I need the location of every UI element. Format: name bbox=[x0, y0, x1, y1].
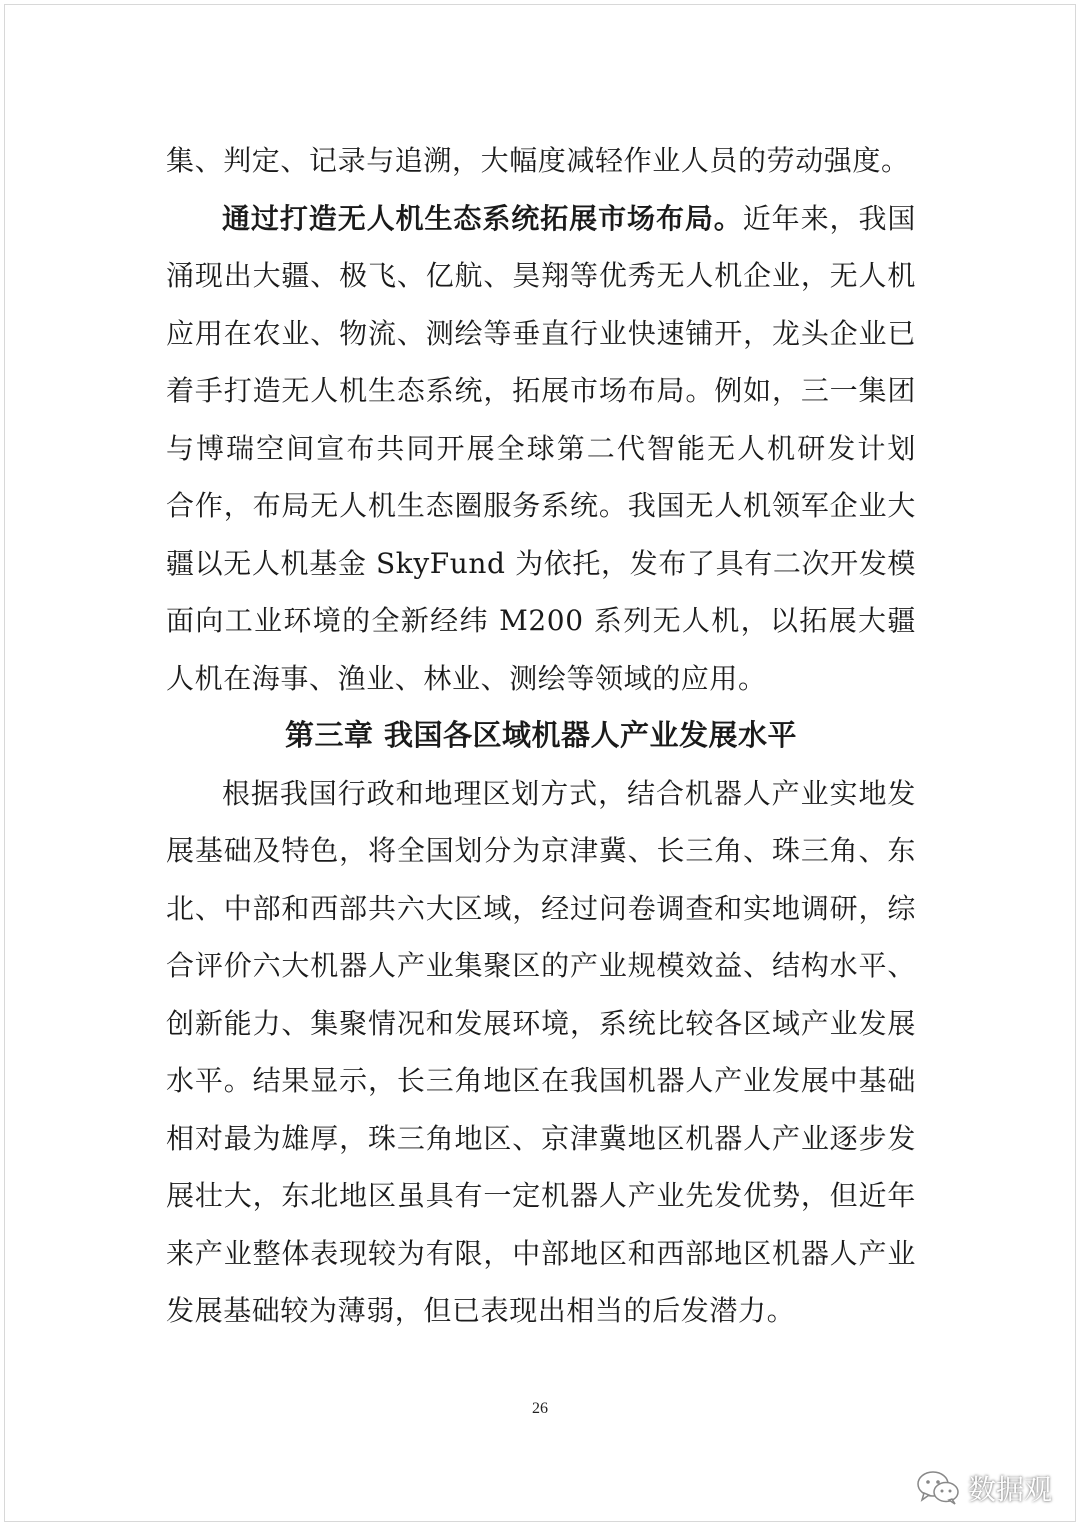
text-line: 着手打造无人机生态系统，拓展市场布局。例如，三一集团 bbox=[166, 374, 916, 407]
chapter-heading: 第三章 我国各区域机器人产业发展水平 bbox=[284, 718, 798, 752]
wechat-icon bbox=[916, 1470, 960, 1506]
text-line: 面向工业环境的全新经纬 M200 系列无人机，以拓展大疆 bbox=[166, 604, 916, 637]
text-line: 与博瑞空间宣布共同开展全球第二代智能无人机研发计划 bbox=[166, 431, 916, 465]
text-line: 展基础及特色，将全国划分为京津冀、长三角、珠三角、东 bbox=[166, 834, 916, 867]
text-line: 人机在海事、渔业、林业、测绘等领域的应用。 bbox=[166, 661, 767, 695]
document-body bbox=[166, 132, 916, 1340]
text-line: 合评价六大机器人产业集聚区的产业规模效益、结构水平、 bbox=[166, 949, 916, 982]
text-line: 创新能力、集聚情况和发展环境，系统比较各区域产业发展 bbox=[166, 1006, 916, 1040]
text-line: 涌现出大疆、极飞、亿航、昊翔等优秀无人机企业，无人机 bbox=[166, 259, 916, 292]
watermark bbox=[916, 1468, 1052, 1508]
bold-lead-in: 通过打造无人机生态系统拓展市场布局。 bbox=[222, 201, 743, 235]
text-line: 发展基础较为薄弱，但已表现出相当的后发潜力。 bbox=[166, 1294, 796, 1327]
text-line: 来产业整体表现较为有限，中部地区和西部地区机器人产业 bbox=[166, 1236, 916, 1270]
paragraph-lead-line bbox=[166, 190, 916, 248]
text-line: 北、中部和西部共六大区域，经过问卷调查和实地调研，综 bbox=[166, 891, 916, 925]
text-line: 应用在农业、物流、测绘等垂直行业快速铺开，龙头企业已 bbox=[166, 316, 916, 350]
text-line: 展壮大，东北地区虽具有一定机器人产业先发优势，但近年 bbox=[166, 1179, 916, 1212]
lead-line-rest: 近年来，我国 bbox=[742, 201, 916, 235]
watermark-text: 数据观 bbox=[967, 1473, 1052, 1506]
text-line: 相对最为雄厚，珠三角地区、京津冀地区机器人产业逐步发 bbox=[166, 1121, 916, 1155]
text-line: 疆以无人机基金 SkyFund 为依托，发布了具有二次开发模 bbox=[166, 546, 916, 580]
text-line: 合作，布局无人机生态圈服务系统。我国无人机领军企业大 bbox=[166, 489, 916, 522]
text-line: 水平。结果显示，长三角地区在我国机器人产业发展中基础 bbox=[166, 1064, 916, 1097]
page-number: 26 bbox=[532, 1400, 548, 1417]
text-line: 集、判定、记录与追溯，大幅度减轻作业人员的劳动强度。 bbox=[166, 144, 910, 177]
text-line: 根据我国行政和地理区划方式，结合机器人产业实地发 bbox=[222, 776, 916, 810]
